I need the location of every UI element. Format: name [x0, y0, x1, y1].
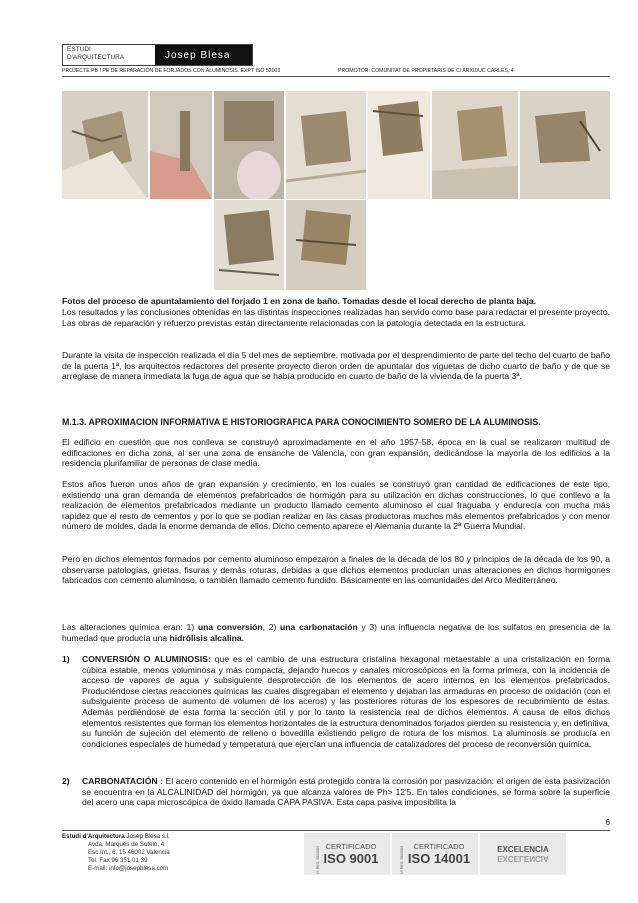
paragraph-pathology: Pero en dichos elementos formados por cemento aluminoso empezaron a finales de la década de los 80 y principios de la década de los 90, a observarse patologías, grietas, fisuras y demás roturas, debidas a que dichos elementos producían unas alteraciones en dichos hormigones fabricados con cemento aluminoso, o también llamado cemento fundido. Básicamente en las comunidades del Arco Mediterráneo. [62, 554, 610, 586]
photo-ceiling-7 [286, 200, 366, 290]
paragraph-inspection: Durante la visita de inspección realizada el día 5 del mes de septiembre, motivada por el desprendimiento de parte del techo del cuarto de baño de la puerta 1ª, los arquitectos redactores del presente proyecto dieron orden de apuntalar dos viguetas de dicho cuarto de baño y de que se arreglase de manera inmediata la fuga de agua que se había producido en cuarto de baño de la vivienda de la puerta 3ª. [62, 350, 610, 382]
cert-iso9001-label: CERTIFICADO [325, 842, 377, 851]
photo-worker [150, 91, 212, 199]
alterations-sulfates: y 3) una influencia negativa de los sulfatos en presencia de la humedad que producía una [62, 622, 611, 643]
footer-company-bold: Estudi d'Arquitectura [62, 833, 125, 840]
list-item-carbonation [62, 776, 610, 808]
project-title: PROJECTE PB I PE DE REPARACIÓN DE FORJADOS CON ALUMINOSIS. EXPT ISO 52003 [62, 68, 281, 74]
list-item-conversion [62, 654, 610, 749]
footer-address [62, 833, 170, 873]
project-info [62, 68, 610, 77]
footer-addr1: Avda. Marqués de Sotelo, 4 [88, 841, 165, 848]
list-text: El acero contenido en el hormigón está protegido contra la corrosión por pasivización: el origen de esta pasivización se encuentra en la ALCALINIDAD del hormigón, ya que alcanza valores de Ph> 12'5. En tales condiciones, se forma sobre la superficie del acero una capa microscópica de óxido llamada CAPA PASIVA. Esta capa pasiva imposibilita la [82, 776, 610, 808]
studio-label [63, 45, 155, 65]
cert-iso14001-logo [392, 833, 478, 875]
paragraph-alterations [62, 622, 610, 643]
list-term: CONVERSIÓN O ALUMINOSIS: [82, 654, 211, 664]
footer-addr4: E-mail: info@josepblesa.com [88, 865, 169, 872]
paragraph-results: Los resultados y las conclusiones obtenidas en las distintas inspecciones realizadas han servido como base para redactar el presente proyecto. Las obras de reparación y refuerzo previstas están directamente relacionadas con la patología detectada en la estructura. [62, 307, 610, 328]
studio-line1: ESTUDI [67, 46, 91, 53]
list-number: 2) [62, 776, 70, 786]
photo-ceiling-4 [432, 91, 518, 199]
photo-ceiling-2 [286, 91, 366, 199]
letterhead [62, 44, 253, 66]
footer-addr2: Esc.Int., 6, 15 46002 Valencia [88, 849, 170, 856]
cert-iso14001-reg: Nº REG. 4563583 [399, 846, 404, 874]
photo-ceiling-5 [520, 91, 610, 199]
alteration-conversion: una conversión [197, 622, 263, 632]
cert-iso9001-reg: Nº REG. 4563583 [315, 846, 320, 874]
section-heading: M.1.3. APROXIMACION INFORMATIVA E HISTORIOGRAFICA PARA CONOCIMIENTO SOMERO DE LA ALUMINOSIS. [62, 417, 541, 427]
photo-ceiling-1 [62, 91, 148, 199]
photo-ceiling-6 [214, 200, 284, 290]
alterations-sep: , 2) [262, 622, 281, 632]
studio-name: Josep Blesa [155, 45, 252, 65]
cert-excellence-reflection: EXCELENCIA [497, 854, 549, 863]
cert-iso9001-logo [304, 833, 390, 875]
cert-iso14001-code: ISO 14001 [407, 851, 471, 866]
page-number: 6 [605, 818, 610, 827]
alterations-intro: Las alteraciones química eran: 1) [62, 622, 198, 632]
cert-excellence-logo [480, 833, 566, 875]
alteration-carbonation: una carbonatación [280, 622, 358, 632]
footer-company-rest: Josep Blesa s.l. [124, 833, 170, 840]
paragraph-expansion: Estos años fueron unos años de gran expansión y crecimiento, en los cuales se construyó gran cantidad de edificaciones de este tipo, existiendo una gran demanda de elementos prefabricados de hormigón para su utilización en dichas construcciones, lo que conllevo a la realización de elementos prefabricados mediante un producto llamado cemento aluminoso el cual fraguaba y endurecía con mucha más rapidez que el resto de cementos y por lo que se podían realizar en las casas productoras muchos más elementos prefabricados y con menor número de moldes, dada la enorme demanda de ellos. Dicho cemento aparece el Alemania durante la 2ª Guerra Mundial. [62, 479, 610, 532]
cert-excellence-label: EXCELENCIA [497, 845, 549, 854]
photo-caption: Fotos del proceso de apuntalamiento del forjado 1 en zona de baño. Tomadas desde el local derecho de planta baja. [62, 296, 537, 306]
footer-addr3: Tel. Fax 96 351 01 39 [88, 857, 148, 864]
promoter: PROMOTOR: COMUNITAT DE PROPIETARIS DE C/ ARXIDUC CARLES, 4 [338, 68, 514, 74]
cert-iso14001-label: CERTIFICADO [413, 842, 465, 851]
photo-worker-2 [214, 91, 284, 199]
list-text: que es el cambio de una estructura cristalina hexagonal metaestable a una cristalización en forma cúbica estable, menos voluminosa y más compacta, dejando huecos y canales microscópicos en la forma primera, con la incidencia de acceso de vapores de agua y subsiguiente desprotección de los elementos de acero internos en los elementos prefabricados. Produciéndose ciertas reacciones químicas las cuales disgregaban el elemento y dejaban las armaduras en proceso de oxidación (con el subsiguiente proceso de aumento de volumen de los aceros) y las posteriores roturas de los espesores de recubrimiento de éstas. Además perdiéndose de esta forma la sección útil y por lo tanto la resistencia real de dichos elementos. A causa de ellos dichos elementos resistentes que forman los elementos horizontales de la estructura denominados forjados pierden su resistencia y, en definitiva, su función de sujeción del elemento de relleno o bovedilla existiendo peligro de rotura de los mismos. La aluminosis se producía en condiciones especiales de humedad y temperatura que ejercían una influencia de catalizadores del proceso de reconversión química. [82, 654, 610, 749]
photo-ceiling-3 [368, 91, 430, 199]
cert-iso9001-code: ISO 9001 [323, 851, 379, 866]
list-number: 1) [62, 654, 70, 664]
studio-line2: D'ARQUITECTURA [67, 54, 125, 61]
paragraph-building: El edificio en cuestión que nos conlleva se construyó aproximadamente en el año 1957-58, época en la cual se realizaron multitud de edificaciones en dicha zona, al ser una zona de ensanche de Valencia, con gran expansión, dedicándose la mayoría de los edificios a la residencia plurifamiliar de personas de clase media. [62, 437, 610, 469]
footer-divider [62, 830, 610, 831]
list-term: CARBONATACIÓN : [82, 776, 163, 786]
alteration-hydrolysis: hidrólisis alcalina. [169, 632, 245, 643]
